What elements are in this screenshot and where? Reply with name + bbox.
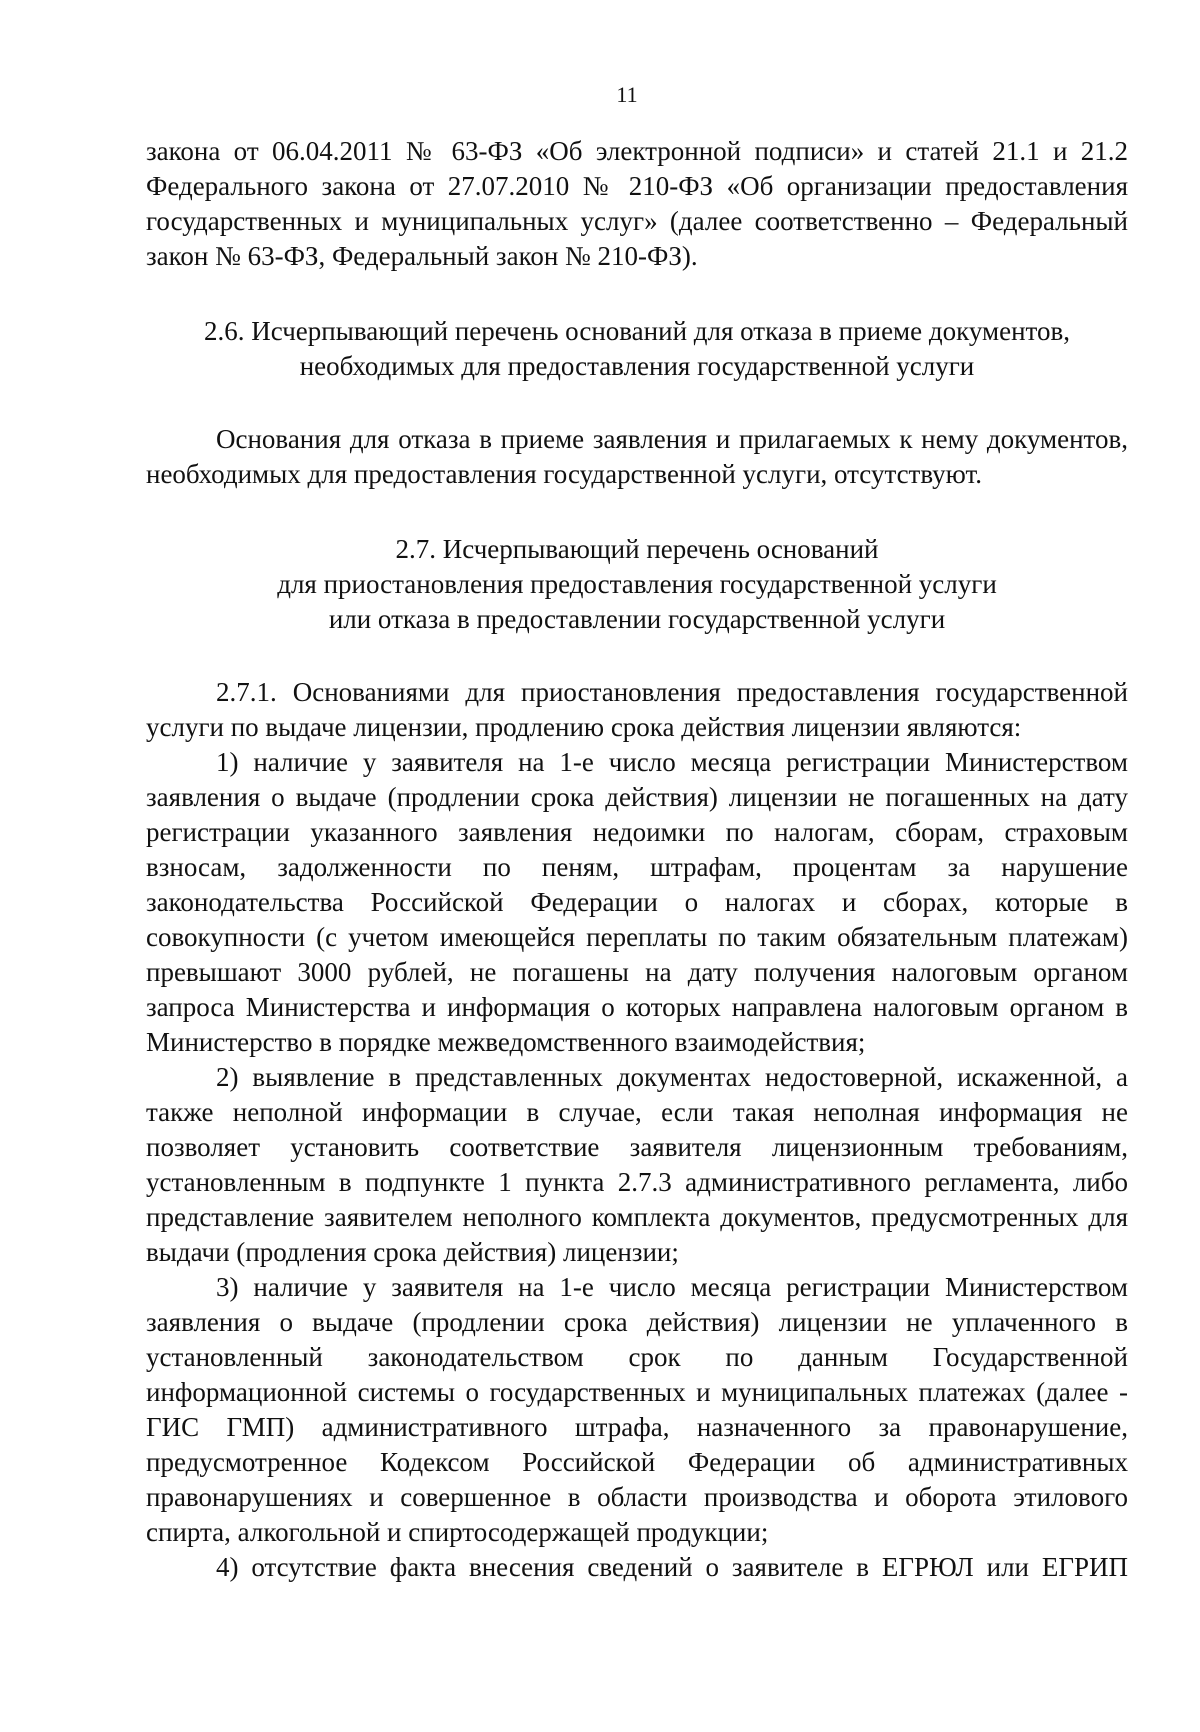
section-2-7-heading: [146, 532, 1128, 637]
section-2-6-heading-line2: необходимых для предоставления государственной услуги: [299, 351, 975, 381]
section-2-6-heading-line1: 2.6. Исчерпывающий перечень оснований для отказа в приеме документов,: [204, 316, 1070, 346]
list-item-2: 2) выявление в представленных документах недостоверной, искаженной, а также неполной информации в случае, если такая неполная информация не позволяет установить соответствие заявителя лицензионным требованиям, установленным в подпункте 1 пункта 2.7.3 административного регламента, либо представление заявителем неполного комплекта документов, предусмотренных для выдачи (продления срока действия) лицензии;: [146, 1062, 1128, 1267]
section-2-7-heading-line2: для приостановления предоставления государственной услуги: [277, 569, 997, 599]
section-2-6-body: Основания для отказа в приеме заявления и прилагаемых к нему документов, необходимых для предоставления государственной услуги, отсутствуют.: [146, 424, 1128, 489]
section-2-7-heading-line1: 2.7. Исчерпывающий перечень оснований: [395, 534, 879, 564]
section-2-6-heading: [146, 314, 1128, 384]
list-item-4: 4) отсутствие факта внесения сведений о заявителе в ЕГРЮЛ или ЕГРИП: [216, 1552, 1128, 1582]
document-body: [146, 134, 1128, 1585]
section-2-7-heading-line3: или отказа в предоставлении государственной услуги: [328, 604, 946, 634]
list-item-1: 1) наличие у заявителя на 1-е число месяца регистрации Министерством заявления о выдаче (продлении срока действия) лицензии не погашенных на дату регистрации указанного заявления недоимки по налогам, сборам, страховым взносам, задолженности по пеням, штрафам, процентам за нарушение законодательства Российской Федерации о налогах и сборах, которые в совокупности (с учетом имеющейся переплаты по таким обязательным платежам) превышают 3000 рублей, не погашены на дату получения налоговым органом запроса Министерства и информация о которых направлена налоговым органом в Министерство в порядке межведомственного взаимодействия;: [146, 747, 1128, 1057]
list-item-3: 3) наличие у заявителя на 1-е число месяца регистрации Министерством заявления о выдаче (продлении срока действия) лицензии не уплаченного в установленный законодательством срок по данным Государственной информационной системы о государственных и муниципальных платежах (далее - ГИС ГМП) административного штрафа, назначенного за правонарушение, предусмотренное Кодексом Российской Федерации об административных правонарушениях и совершенное в области производства и оборота этилового спирта, алкогольной и спиртосодержащей продукции;: [146, 1272, 1128, 1547]
intro-paragraph: закона от 06.04.2011 № 63-ФЗ «Об электронной подписи» и статей 21.1 и 21.2 Федерального закона от 27.07.2010 № 210-ФЗ «Об организации предоставления государственных и муниципальных услуг» (далее соответственно – Федеральный закон № 63-ФЗ, Федеральный закон № 210-ФЗ).: [146, 136, 1128, 271]
subsection-2-7-1: 2.7.1. Основаниями для приостановления предоставления государственной услуги по выдаче лицензии, продлению срока действия лицензии являются:: [146, 677, 1128, 742]
page-number: 11: [616, 82, 638, 107]
